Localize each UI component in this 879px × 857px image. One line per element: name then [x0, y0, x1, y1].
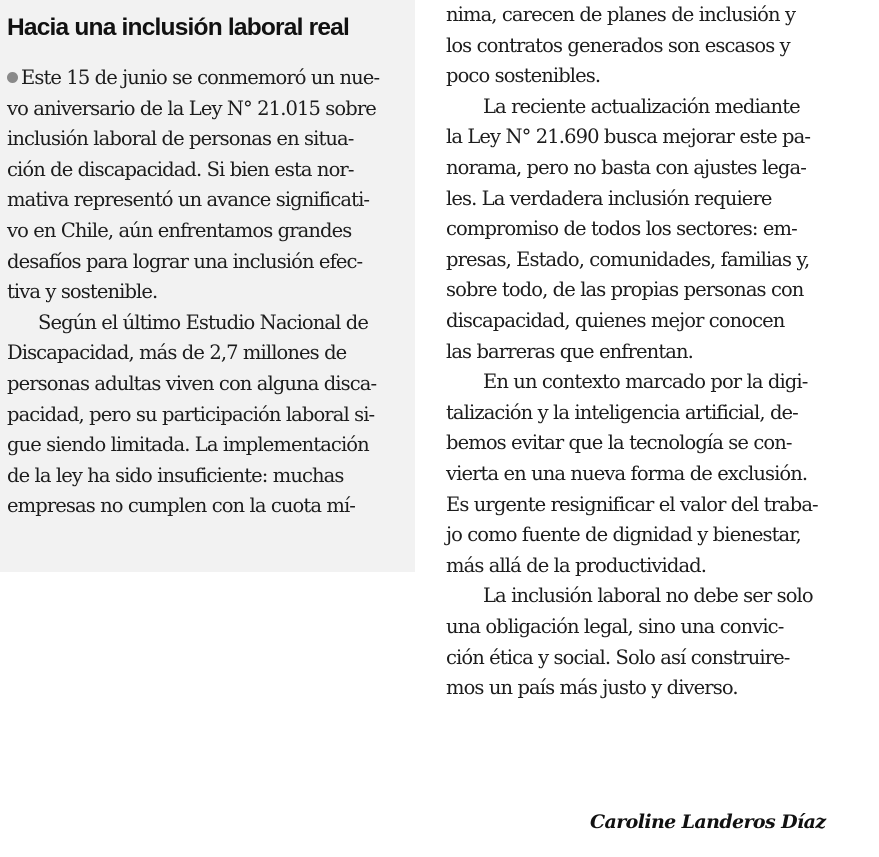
paragraph-line: tiva y sostenible. [7, 280, 158, 303]
paragraph-line: Discapacidad, más de 2,7 millones de [7, 341, 347, 364]
paragraph-line: ción ética y social. Solo así construire- [446, 646, 790, 669]
paragraph-line: vo en Chile, aún enfrentamos grandes [7, 219, 352, 242]
right-column [438, 0, 879, 857]
bullet-icon [7, 72, 18, 83]
paragraph-line: de la ley ha sido insuficiente: muchas [7, 464, 344, 487]
paragraph-line: sobre todo, de las propias personas con [446, 278, 804, 301]
paragraph-line: La reciente actualización mediante [483, 95, 800, 118]
paragraph-line: mativa representó un avance significati- [7, 188, 370, 211]
paragraph-line: una obligación legal, sino una convic- [446, 615, 784, 638]
paragraph-line: talización y la inteligencia artificial, de- [446, 401, 798, 424]
paragraph-line: bemos evitar que la tecnología se con- [446, 431, 792, 454]
article-title: Hacia una inclusión laboral real [7, 14, 350, 41]
paragraph-line: norama, pero no basta con ajustes lega- [446, 156, 806, 179]
paragraph-line: poco sostenibles. [446, 64, 601, 87]
paragraph-line: compromiso de todos los sectores: em- [446, 217, 797, 240]
paragraph-line: Este 15 de junio se conmemoró un nue- [7, 64, 379, 92]
paragraph-line: empresas no cumplen con la cuota mí- [7, 494, 355, 517]
paragraph-line: La inclusión laboral no debe ser solo [483, 584, 813, 607]
paragraph-line: vo aniversario de la Ley N° 21.015 sobre [7, 97, 376, 120]
paragraph-line: les. La verdadera inclusión requiere [446, 187, 772, 210]
left-column [0, 0, 415, 572]
paragraph-line: En un contexto marcado por la digi- [483, 370, 808, 393]
author-signature: Caroline Landeros Díaz [590, 811, 826, 833]
paragraph-line: gue siendo limitada. La implementación [7, 433, 369, 456]
paragraph-line: las barreras que enfrentan. [446, 340, 693, 363]
paragraph-line: pacidad, pero su participación laboral si- [7, 403, 375, 426]
paragraph-line: más allá de la productividad. [446, 554, 707, 577]
paragraph-line: Según el último Estudio Nacional de [38, 311, 368, 334]
paragraph-line: inclusión laboral de personas en situa- [7, 127, 354, 150]
paragraph-line: la Ley N° 21.690 busca mejorar este pa- [446, 125, 811, 148]
paragraph-line: personas adultas viven con alguna disca- [7, 372, 377, 395]
paragraph-line: discapacidad, quienes mejor conocen [446, 309, 785, 332]
paragraph-line: ción de discapacidad. Si bien esta nor- [7, 158, 354, 181]
paragraph-line: nima, carecen de planes de inclusión y [446, 3, 796, 26]
paragraph-line: desafíos para lograr una inclusión efec- [7, 250, 363, 273]
paragraph-line: presas, Estado, comunidades, familias y, [446, 248, 810, 271]
paragraph-line: vierta en una nueva forma de exclusión. [446, 462, 808, 485]
paragraph-line: mos un país más justo y diverso. [446, 676, 738, 699]
paragraph-line: los contratos generados son escasos y [446, 34, 790, 57]
paragraph-line: jo como fuente de dignidad y bienestar, [446, 523, 801, 546]
paragraph-line: Es urgente resignificar el valor del traba- [446, 493, 818, 516]
